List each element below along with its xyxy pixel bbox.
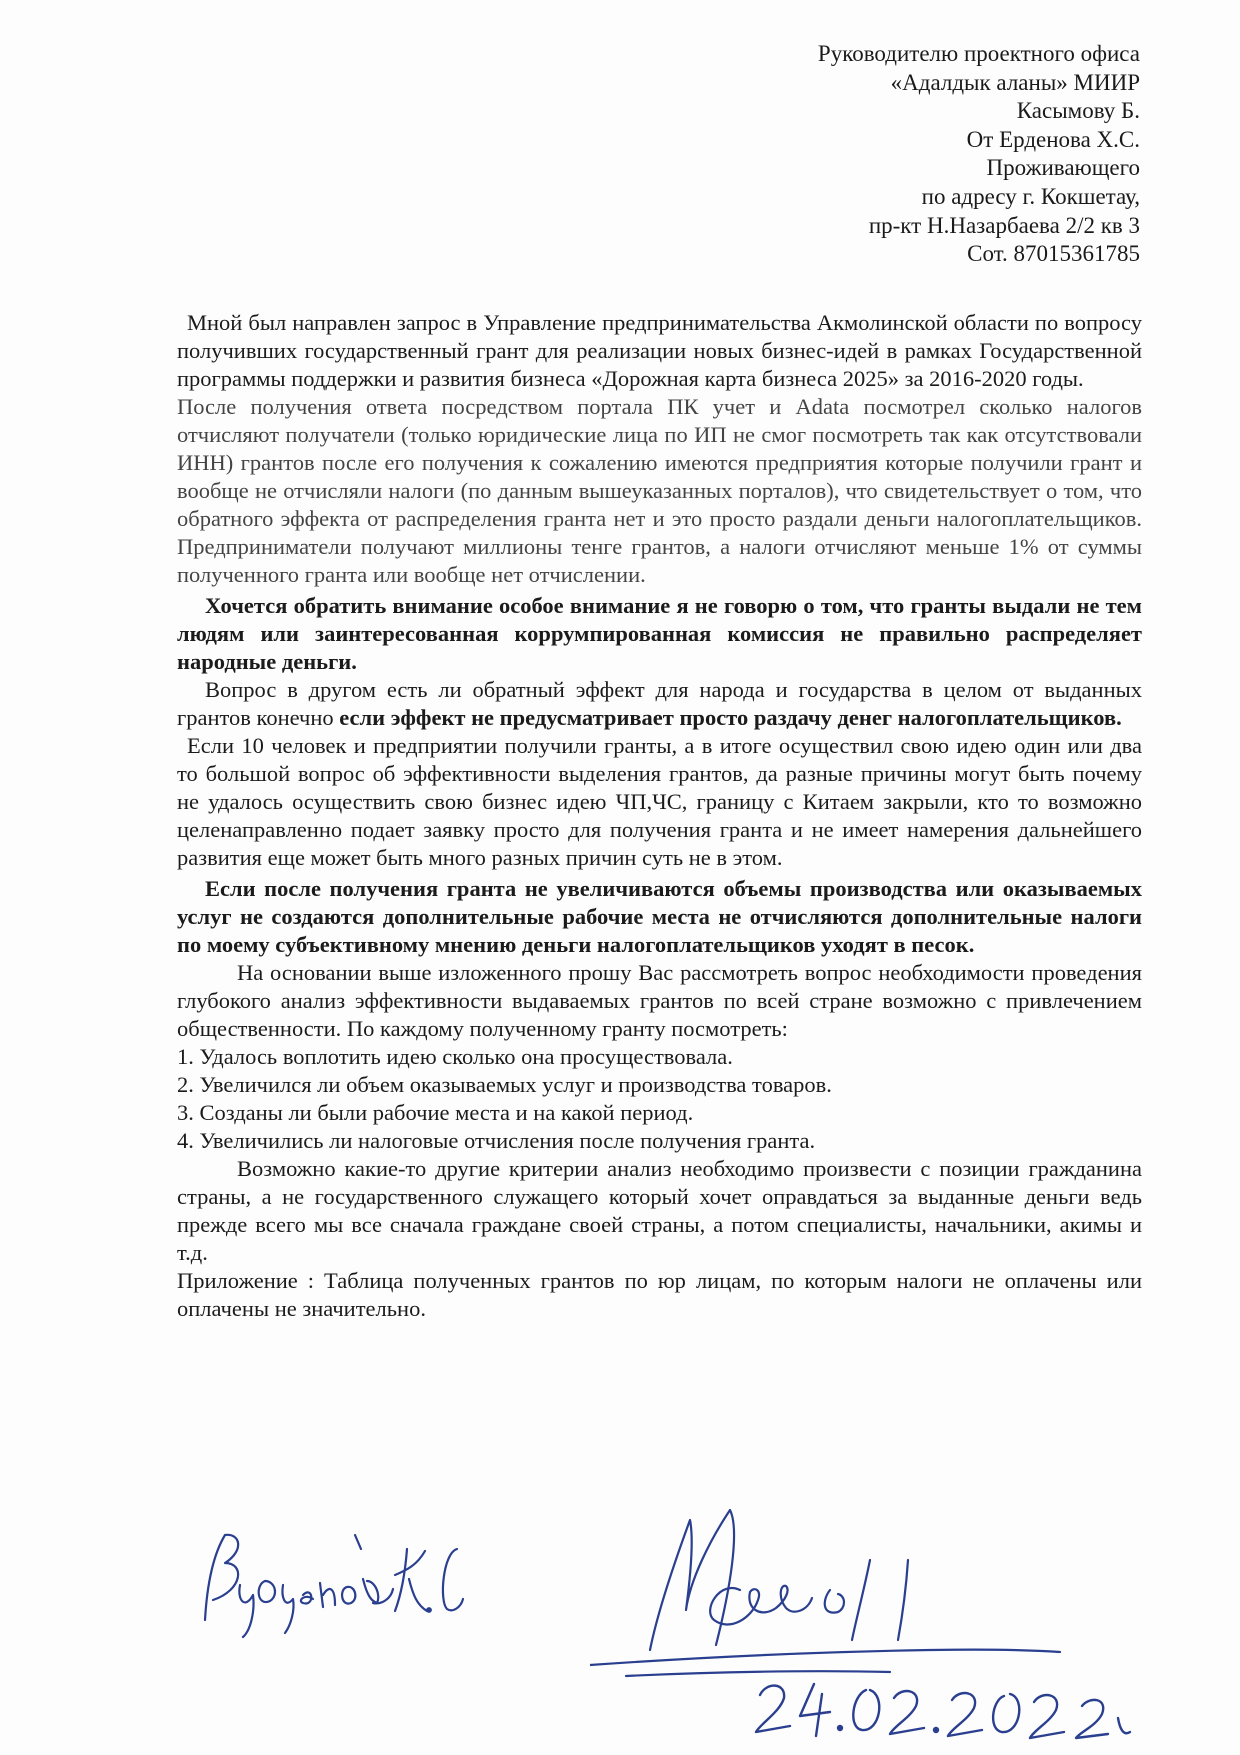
addressee-line-street: пр-кт Н.Назарбаева 2/2 кв 3 [868, 212, 1140, 238]
criteria-item: 2. Увеличился ли объем оказываемых услуг и производства товаров. [177, 1072, 832, 1097]
signature-and-date [590, 1500, 1150, 1740]
paragraph-question [177, 676, 1142, 732]
paragraph-request: Мной был направлен запрос в Управление предпринимательства Акмолинской области по вопросу получивших государственный грант для реализации новых бизнес-идей в рамках Государственной программы поддержки и развития бизнеса «Дорожная карта бизнеса 2025» за 2016-2020 годы. [177, 310, 1142, 391]
addressee-line-phone: Сот. 87015361785 [967, 241, 1140, 267]
addressee-line-sender: От Ерденова Х.С. [966, 126, 1140, 152]
addressee-line-city: по адресу г. Кокшетау, [921, 183, 1140, 209]
paragraph-conclusion: Если после получения гранта не увеличиваются объемы производства или оказываемых услуг не создаются дополнительные рабочие места не отчисляются дополнительные налоги по моему субъективному мнению деньги налогоплательщиков уходят в песок. [177, 876, 1142, 957]
paragraph-question-text: Вопрос в другом есть ли обратный эффект для народа и государства в целом от выданных грантов конечно [177, 677, 1142, 730]
criteria-item: 3. Созданы ли были рабочие места и на какой период. [177, 1100, 694, 1125]
paragraph-example: Если 10 человек и предприятии получили гранты, а в итоге осуществил свою идею один или два то большой вопрос об эффективности выделения грантов, да разные причины могут быть почему не удалось осуществить свою бизнес идею ЧП,ЧС, границу с Китаем закрыли, кто то возможно целенаправленно подает заявку просто для получения гранта и не имеет намерения дальнейшего развития еще может быть много разных причин суть не в этом. [177, 733, 1142, 870]
handwritten-name-signature [195, 1515, 495, 1645]
paragraph-question-bold: если эффект не предусматривает просто раздачу денег налогоплательщиков. [339, 705, 1122, 730]
signature-image [590, 1500, 1150, 1740]
paragraph-other-criteria: Возможно какие-то другие критерии анализ необходимо произвести с позиции гражданина страны, а не государственного служащего который хочет оправдаться за выданные деньги ведь прежде всего мы все сначала граждане своей страны, а потом специалисты, начальники, акимы и т.д. [177, 1156, 1142, 1265]
paragraph-attachment: Приложение : Таблица полученных грантов по юр лицам, по которым налоги не оплачены или оплачены не значительно. [177, 1268, 1142, 1321]
addressee-line-office: «Адалдык аланы» МИИР [890, 69, 1140, 95]
addressee-line-recipient-title: Руководителю проектного офиса [817, 41, 1140, 66]
criteria-item: 1. Удалось воплотить идею сколько она просуществовала. [177, 1044, 733, 1069]
addressee-line-residing: Проживающего [986, 155, 1140, 181]
addressee-line-recipient-name: Касымову Б. [1016, 98, 1140, 124]
paragraph-findings: После получения ответа посредством портала ПК учет и Adata посмотрел сколько налогов отчисляют получатели (только юридические лица по ИП не смог посмотреть так как отсутствовали ИНН) грантов после его получения к сожалению имеются предприятия которые получили грант и вообще не отчисляли налоги (по данным вышеуказанных порталов), что свидетельствует о том, что обратного эффекта от распределения гранта нет и это просто раздали деньги налогоплательщиков. Предприниматели получают миллионы тенге грантов, а налоги отчисляют меньше 1% от суммы полученного гранта или вообще нет отчислении. [177, 394, 1142, 587]
addressee-block [620, 40, 1140, 269]
paragraph-request-analysis: На основании выше изложенного прошу Вас рассмотреть вопрос необходимости проведения глубокого анализ эффективности выдаваемых грантов по всей стране возможно с привлечением общественности. По каждому полученному гранту посмотреть: [177, 960, 1142, 1041]
handwritten-name-image [195, 1515, 495, 1645]
letter-body [177, 309, 1142, 1323]
criteria-item: 4. Увеличились ли налоговые отчисления после получения гранта. [177, 1128, 816, 1153]
paragraph-attention: Хочется обратить внимание особое внимание я не говорю о том, что гранты выдали не тем людям или заинтересованная коррумпированная комиссия не правильно распределяет народные деньги. [177, 593, 1142, 674]
